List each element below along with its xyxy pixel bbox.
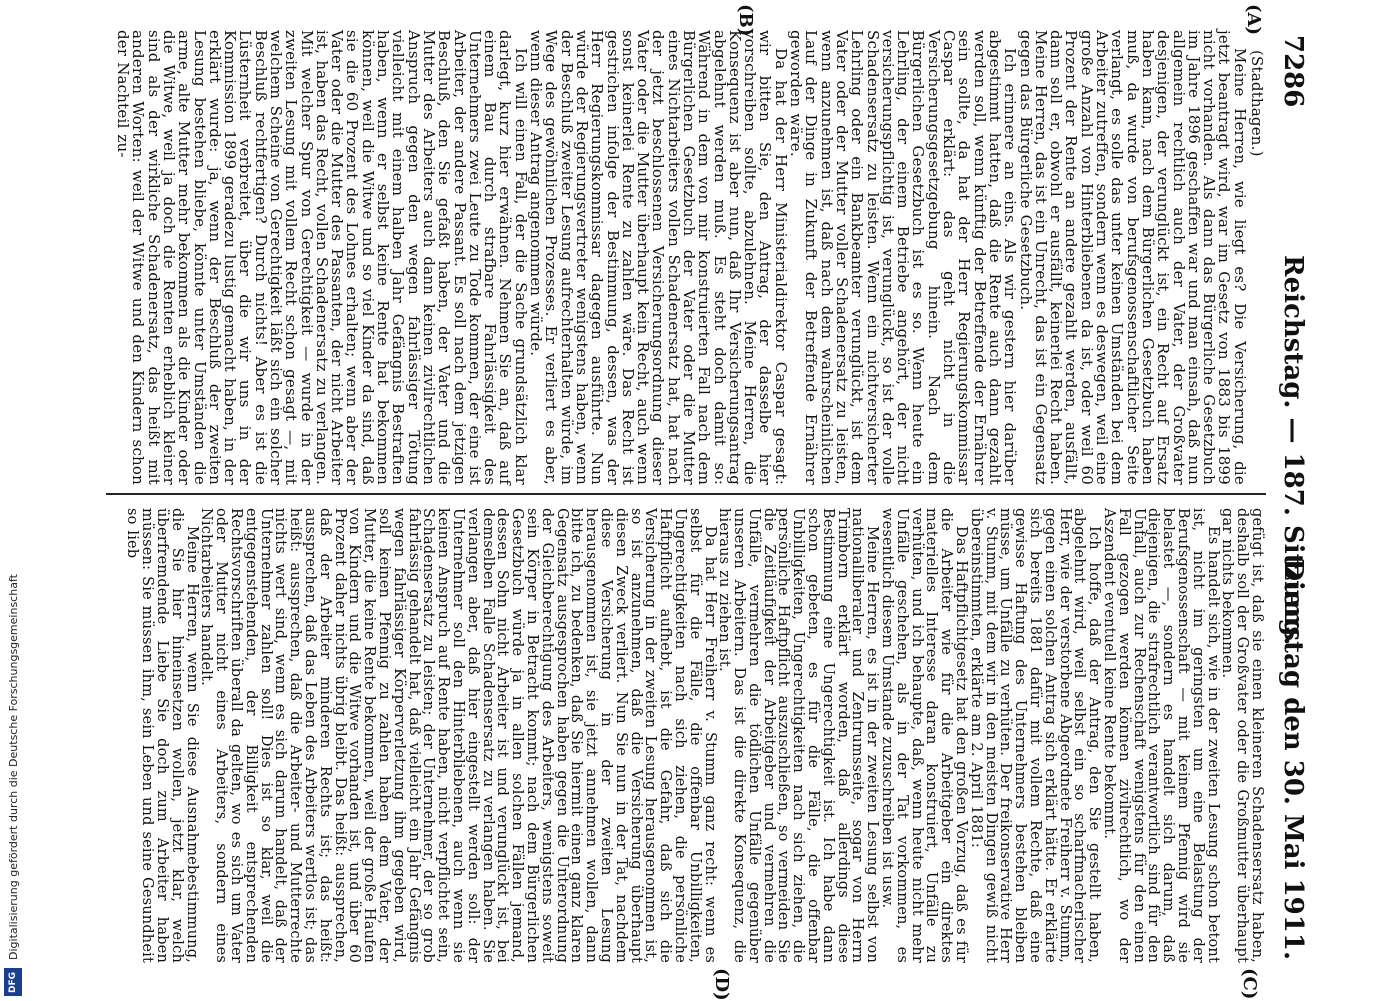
digitization-footer xyxy=(0,0,28,1000)
page-number: 7286 xyxy=(1278,35,1308,108)
margin-mark-c: (C) xyxy=(1239,968,1260,1000)
column-divider xyxy=(106,493,1266,495)
margin-mark-b: (B) xyxy=(735,4,756,37)
right-column xyxy=(125,508,1264,963)
paragraph: gefügt ist, daß sie einen kleineren Schadensersatz haben, deshalb soll der Großvater oder die Großmutter überhaupt gar nichts bekommen. xyxy=(1219,508,1265,963)
paragraph: Meine Herren, wenn Sie diese Ausnahmebestimmung, die Sie hier hineinsetzen wollen, jetzt klar, welch überfremdende Liebe Sie doch zum Arbeiter haben müssen: Sie müssen ihm, sein Leben und seine Gesundheit so lieb xyxy=(124,508,200,963)
paragraph: Meine Herren, es ist in der zweiten Lesung selbst von nationalliberaler und Zentrumsseite, sogar von Herrn Trimborn erklärt worden, daß allerdings diese Bestimmung eine Ungerechtigkeit ist. Ich habe dann schon gebeten, es für die Fälle, die offenbar Unbilligkeiten, Ungerechtigkeiten nach sich ziehen, die persönliche Haftpflicht auszuschließen, so vermeiden Sie die Zeitläufigkeit der Arbeitgeber und vermehren die Unfälle, vermehren die tödlichen Unfälle gegenüber unseren Arbeitern. Das ist die direkte Konsequenz, die hieraus zu ziehen ist. xyxy=(716,508,881,963)
paragraph: Ich hoffe, daß der Antrag, den Sie gestellt haben, abgelehnt wird, weil selbst ein so scharfmacherischer Herr, wie der verstorbene Abgeordnete Freiherr v. Stumm, gegen einen solchen Antrag sich erklärt hätte. Er erklärte sich bereits 1881 dafür mit vollem Rechte, daß eine gewisse Haftung des Unternehmers bestehen bleiben müsse, um Unfälle zu verhüten. Der freikonservative Herr v. Stumm, mit dem wir in den meisten Dingen gewiß nicht übereinstimmten, erklärte am 2. April 1881: xyxy=(967,508,1103,963)
paragraph: Es handelt sich, wie in der zweiten Lesung schon betont ist, nicht im geringsten um eine Belastung der Berufsgenossenschaft — mit keinem Pfennig wird sie belastet —, sondern es handelt sich darum, daß diejenigen, die strafrechtlich verantwortlich sind für den Unfall, auch zur Rechenschaft wenigstens für den einen Fall gezogen werden können zivilrechtlich, wo der Aszendent eventuell keine Rente bekommt. xyxy=(1101,508,1221,963)
paragraph: Ich erinnere an eins. Als wir gestern hier darüber abgestimmt hatten, daß die Rente auch dann gezahlt werden soll, wenn künftig der Betreffende der Ernährer sein sollte, da hat der Herr Regierungskommissar Caspar erklärt: das geht nicht in die Versicherungsgesetzgebung hinein. Nach dem Bürgerlichen Gesetzbuch ist es so. Wenn heute ein Lehrling, der einem Betriebe angehört, der nicht versicherungspflichtig ist, verunglückt, so ist der volle Schadensersatz zu leisten. Wenn ein nichtversicherter Lehrling oder ein Bankbeamter verunglückt, ist dem Vater oder der Mutter voller Schadenersatz zu leisten, wenn anzunehmen ist, daß nach dem wahrscheinlichen Lauf der Dinge in Zukunft der Betreffende Ernährer geworden wäre. xyxy=(787,30,1020,485)
quotation: Das Haftpflichtgesetz hat den großen Vorzug, daß es für die Arbeiter wie für die Arbeitgeber ein direktes materielles Interesse daran konstruiert, Unfälle zu verhüten, und ich behaupte, daß, wenn heute nicht mehr Unfälle geschehen, als in der Tat vorkommen, es wesentlich diesem Umstande zuzuschreiben ist usw. xyxy=(879,508,970,963)
page-title: Reichstag. — 187. Sitzung. xyxy=(1278,255,1308,646)
margin-mark-a: (A) xyxy=(1243,4,1264,35)
paragraph: Da hat der Herr Ministerialdirektor Caspar gesagt: wir bitten Sie, den Antrag, der dasselbe hier vorschreiben sollte, abzulehnen. Meine Herren, die Konsequenz ist aber nun, daß Ihr Versicherungsantrag abgelehnt werden muß. Es steht doch damit so: Während in dem von mir konstruierten Fall nach dem Bürgerlichen Gesetzbuch der Vater oder die Mutter eines Nichtarbeiters vollen Schadenersatz hat, hat nach der jetzt beschlossenen Versicherungsordnung dieser Vater oder die Mutter überhaupt kein Recht, auch wenn sonst keinerlei Rente zu zahlen wäre. Das Recht ist gestrichen infolge der Bestimmung, dessen, was der Herr Regierungskommissar dagegen ausführte. Nun würde der Regierungsvertreter wenigstens haben, wenn der Beschluß zweiter Lesung aufrechterhalten würde, im Wege des gewöhnlichen Prozesses. Er verliert es aber, wenn dieser Antrag angenommen würde. xyxy=(527,30,790,485)
page-header xyxy=(1268,35,1308,960)
dfg-logo-icon: DFG xyxy=(4,968,22,996)
margin-mark-d: (D) xyxy=(711,968,732,1001)
paragraph: Da hat Herr Freiherr v. Stumm ganz recht: wenn es selbst für die Fälle, die offenbar Unbilligkeiten, Ungerechtigkeiten nach sich ziehen, die persönliche Haftpflicht aufhebt, ist die Gefahr, daß sich die Versicherung in der zweiten Lesung herausgenommen ist, so ist anzunehmen, daß die Versicherung überhaupt diesen Zweck verliert. Nun Sie nun in der Tat, nachdem diese Versicherung in der zweiten Lesung herausgenommen ist, sie jetzt annehmen wollen, dann bitte ich, zu bedenken, daß Sie hiermit einen ganz klaren Gegensatz ausgesprochen haben gegen die Unterordnung der Gleichberechtigung des Arbeiters, wenigstens soweit sein Körper in Betracht kommt; nach dem Bürgerlichen Gesetzbuch würde ja in allen solchen Fällen jemand, dessen Sohn nicht Arbeiter ist und verunglückt ist, bei demselben Falle Schadensersatz zu verlangen haben. Sie verlangen aber, daß hier eingestellt werden soll: der Unternehmer soll den Hinterbliebenen, auch wenn sie keinen Anspruch auf Rente haben, nicht verpflichtet sein, Schadensersatz zu leisten; der Unternehmer, der so grob fahrlässig gehandelt hat, daß vielleicht ein Jahr Gefängnis wegen fahrlässiger Körperverletzung ihm gegeben wird, soll keinen Pfennig zu zahlen haben dem Vater, der Mutter, die keine Rente bekommen, weil der große Haufen von Kindern und die Witwe vorhanden ist, und über 60 Prozent daher nichts übrig bleibt. Das heißt: aussprechen, daß der Arbeiter minderen Rechts ist; das heißt: aussprechen, daß das Leben des Arbeiters wertlos ist; das heißt: aussprechen, daß die Arbeiter- und Mutterrechte nichts wert sind, wenn es sich darum handelt, daß der Unternehmer zahlen soll! Dies ist so klar, weil die entgegenstehenden, der Billigkeit entsprechenden Rechtsvorschriften überall da gelten, wo es sich um Vater oder Mutter nicht eines Arbeiters, sondern eines Nichtarbeiters handelt. xyxy=(198,508,718,963)
funding-note: Digitalisierung gefördert durch die Deutsche Forschungsgemeinschaft xyxy=(7,574,20,960)
rotated-page xyxy=(82,0,1322,1000)
left-column xyxy=(115,30,1264,485)
speaker-name: (Stadthagen.) xyxy=(1248,50,1266,157)
session-date: Dienstag den 30. Mai 1911. xyxy=(1278,558,1308,960)
paragraph: Ich will einen Fall, der die Sache grundsätzlich klar darlegt, kurz hier erwähnen. Nehmen Sie an, daß auf einem Bau durch strafbare Fahrlässigkeit des Unternehmers zwei Leute zu Tode kommen, der eine ist Arbeiter, der andere Passant. Es soll nach dem jetzigen Beschluß, den Sie gefaßt haben, der Vater und die Mutter des Arbeiters auch dann keinen zivilrechtlichen Anspruch gegen den wegen fahrlässiger Tötung vielleicht mit einem halben Jahr Gefängnis Bestraften haben, wenn er selbst keine Rente hat bekommen können, weil die Witwe und so viel Kinder da sind, daß sie die 60 Prozent des Lohnes erhalten; wenn aber der Vater oder die Mutter des Passanten, der nicht Arbeiter ist, haben das Recht, vollen Schadenersatz zu verlangen. Mit welcher Spur von Gerechtigkeit — wurde in der zweiten Lesung mit vollem Recht schon gesagt —, mit welchem Scheine von Gerechtigkeit läßt sich ein solcher Beschluß rechtfertigen? Durch nichts! Aber es ist die Lüsternheit verbreitet, über die wir uns in der Kommission 1899 geradezu lustig gemacht haben, in der erklärt wurde: ja, wenn der Beschluß der zweiten Lesung bestehen bliebe, könnte unter Umständen die arme, alte Mutter mehr bekommen als die Kinder oder die Witwe, weil ja doch die Renten erheblich kleiner sind als der wirkliche Schadenersatz, das heißt mit anderen Worten: weil der Witwe und den Kindern schon der Nachteil zu- xyxy=(114,30,530,485)
paragraph: Meine Herren, wie liegt es? Die Versicherung, die jetzt beantragt wird, war im Gesetz von 1883 bis 1899 nicht vorhanden. Als dann das Bürgerliche Gesetzbuch im Jahre 1896 geschaffen war und man einsah, daß nun allgemein rechtlich auch der Vater, der Großvater desjenigen, der verunglückt ist, ein Recht auf Ersatz haben kann, nach dem Bürgerlichen Gesetzbuch haben muß, da wurde von berufsgenossenschaftlicher Seite verlangt, es solle das unter keinen Umständen bei dem Arbeiter zutreffen, sondern wenn es deswegen, weil eine große Anzahl von Hinterbliebenen da ist, oder weil 60 Prozent der Rente an andere gezahlt werden, ausfällt, dann soll er, obwohl er ausfällt, keinerlei Recht haben. Meine Herren, das ist ein Unrecht, das ist ein Gegensatz gegen das Bürgerliche Gesetzbuch. xyxy=(1016,30,1249,485)
